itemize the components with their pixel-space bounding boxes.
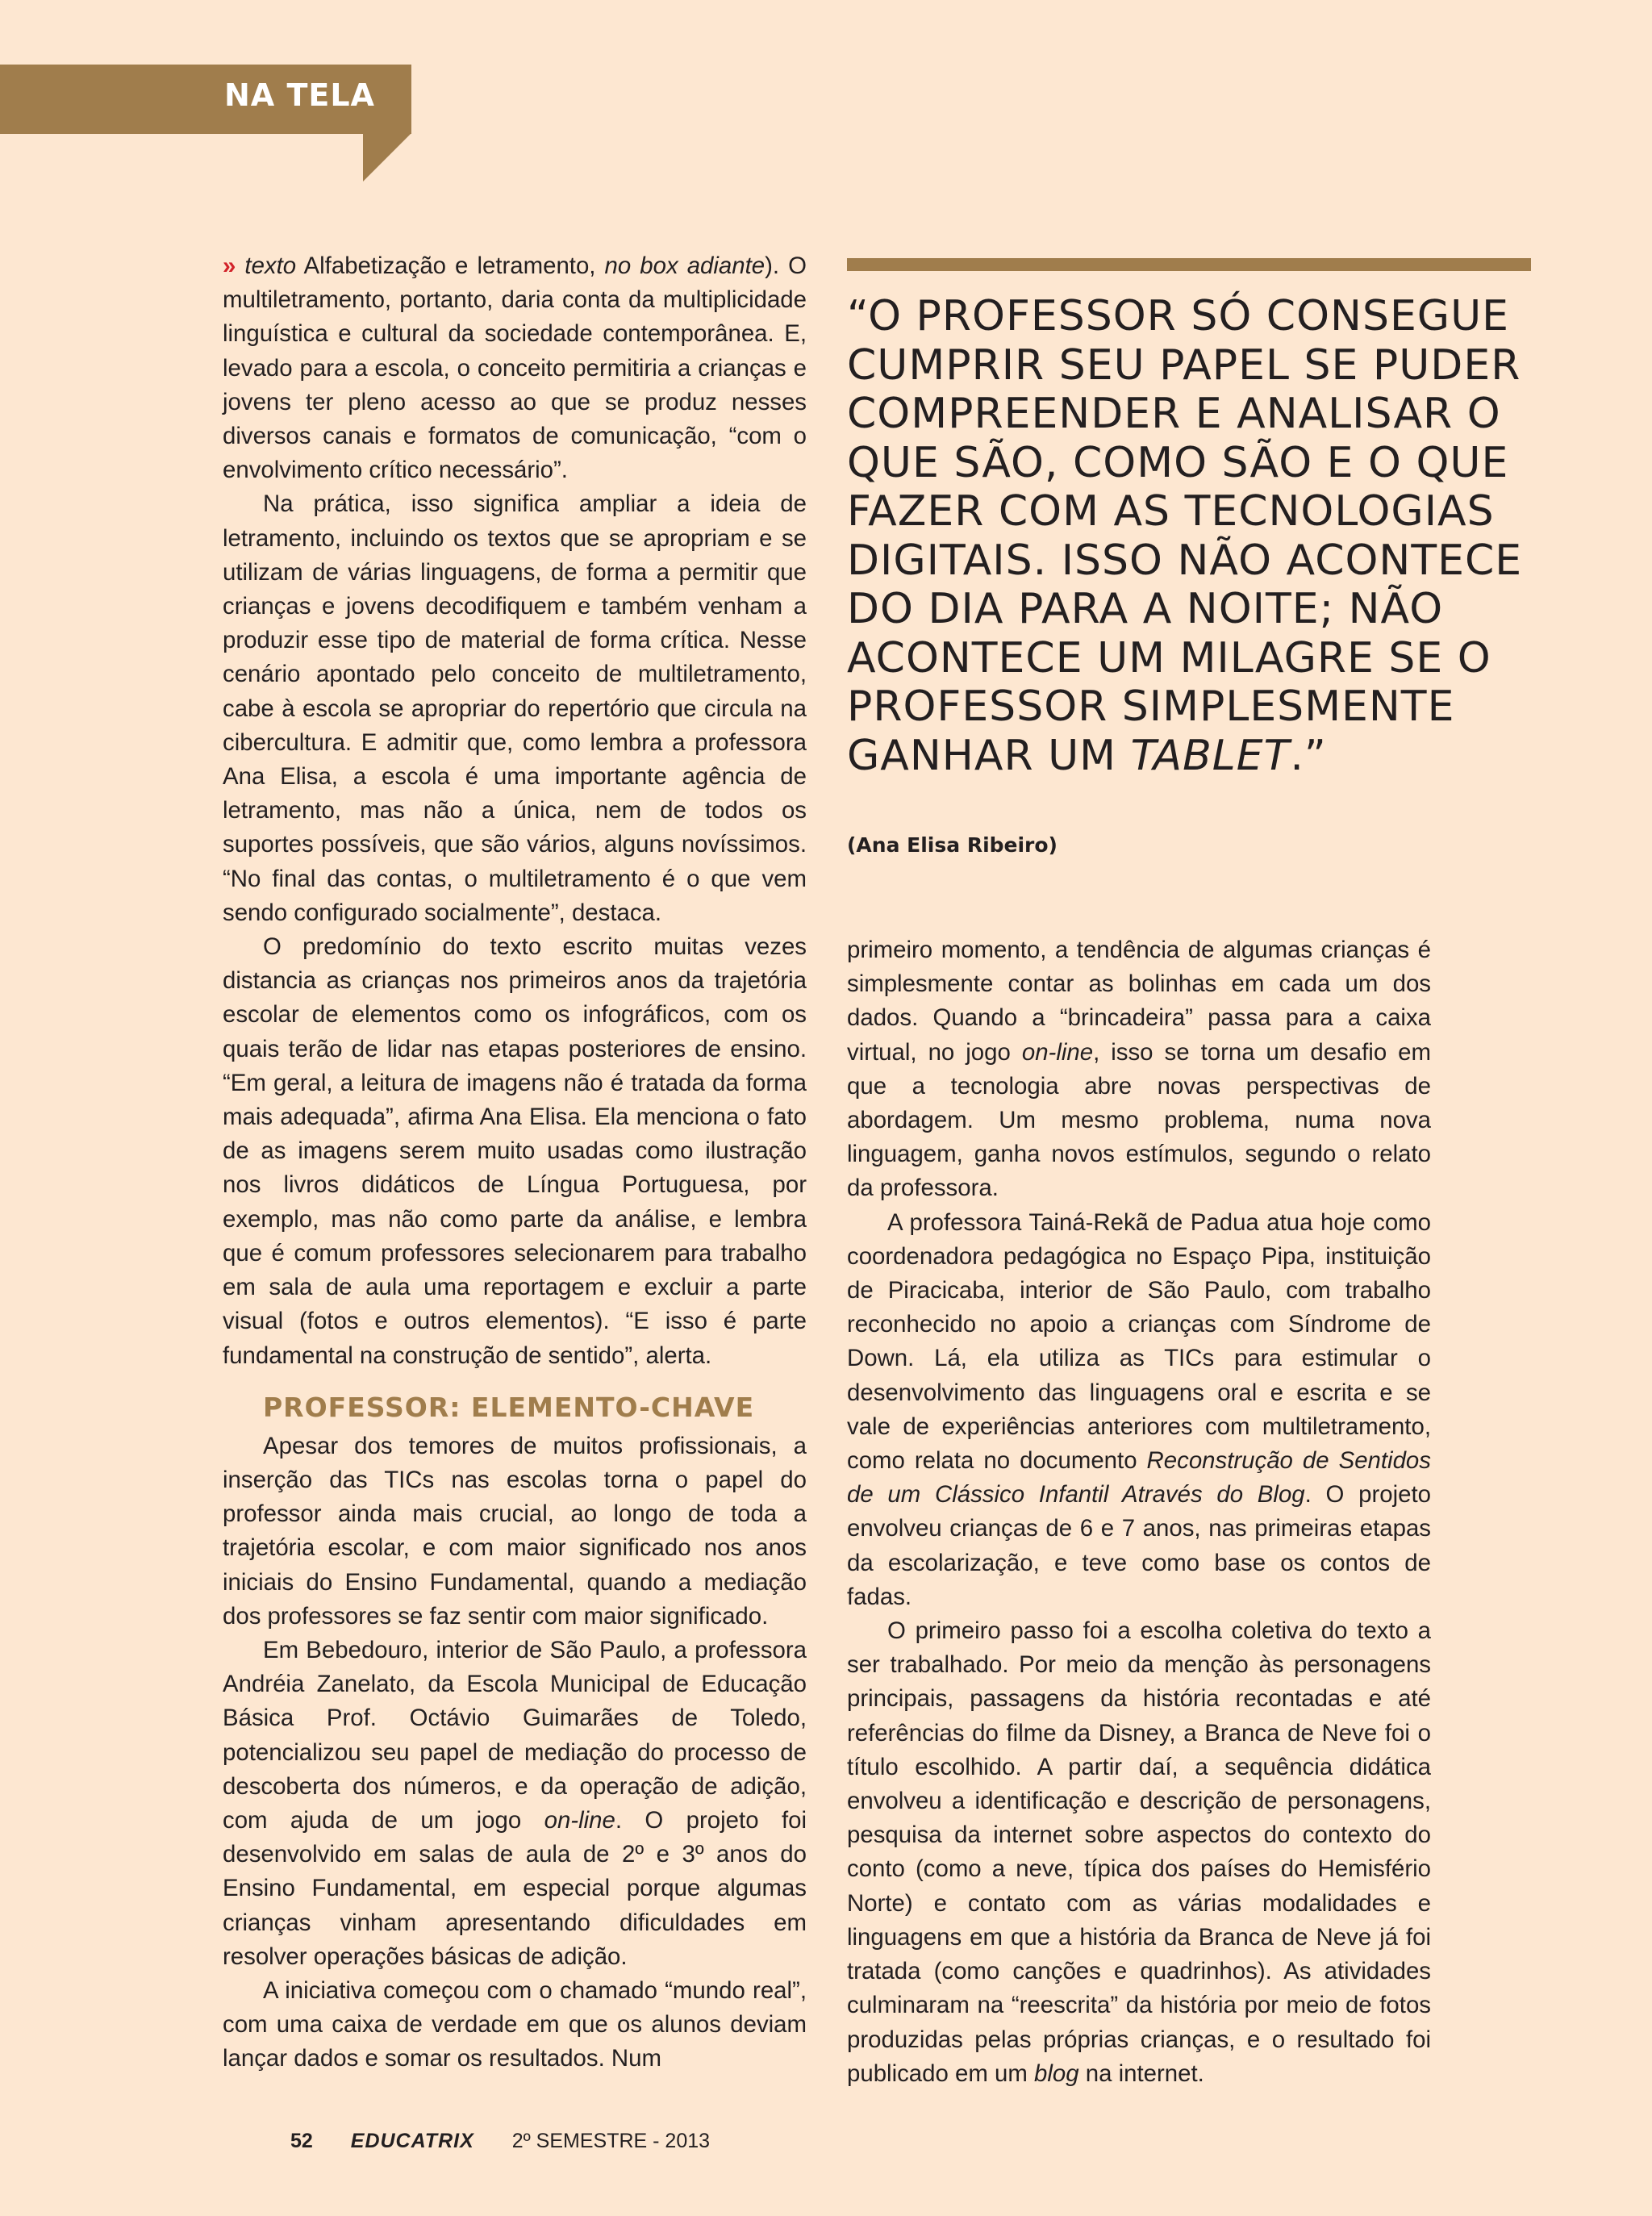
right-paragraph-1: primeiro momento, a tendência de algumas crianças é simplesmente contar as bolinhas em cada um dos dados. Quando a “brincadeira” passa para a caixa virtual, no jogo on-line, isso se torna um desafio em que a tecnologia abre novas perspectivas de abordagem. Um mesmo problema, numa nova linguagem, ganha novos estímulos, segundo o relato da professora.	[847, 937, 1431, 1202]
subheading: PROFESSOR: ELEMENTO-CHAVE	[263, 1391, 755, 1423]
left-paragraph-6: A iniciativa começou com o chamado “mundo real”, com uma caixa de verdade em que os alunos deviam lançar dados e somar os resultados. Num	[223, 1976, 807, 2072]
magazine-logo: EDUCATRIX	[350, 2130, 474, 2152]
page-number: 52	[290, 2130, 313, 2152]
quote-rule	[847, 258, 1531, 271]
right-paragraph-3: O primeiro passo foi a escolha coletiva do texto a ser trabalhado. Por meio da menção às personagens principais, passagens da história recontadas e até referências do filme da Disney, a Branca de Neve foi o título escolhido. A partir daí, a sequência didática envolveu a identificação e descrição de personagens, pesquisa da internet sobre aspectos do contexto do conto (como a neve, típica dos países do Hemisfério Norte) e contato com as várias modalidades e linguagens em que a história da Branca de Neve já foi tratada (como canções e quadrinhos). As atividades culminaram na “reescrita” da história por meio de fotos produzidas pelas próprias crianças, e o resultado foi publicado em um blog na internet.	[847, 1617, 1431, 2087]
pull-quote: “O PROFESSOR SÓ CONSEGUE CUMPRIR SEU PAPEL SE PUDER COMPREENDER E ANALISAR O QUE SÃO, COMO SÃO E O QUE FAZER COM AS TECNOLOGIAS DIGITAIS. ISSO NÃO ACONTECE DO DIA PARA A NOITE; NÃO ACONTECE UM MILAGRE SE O PROFESSOR SIMPLESMENTE GANHAR UM TABLET.”	[847, 292, 1523, 780]
section-tab-notch	[363, 133, 411, 182]
issue-label: 2º SEMESTRE - 2013	[511, 2130, 711, 2152]
arrow-icon: »	[223, 252, 236, 279]
left-paragraph-1: » texto Alfabetização e letramento, no box adiante). O multiletramento, portanto, daria conta da multiplicidade linguística e cultural da sociedade contemporânea. E, levado para a escola, o conceito permitiria a crianças e jovens ter pleno acesso ao que se produz nesses diversos canais e formatos de comunicação, “com o envolvimento crítico necessário”.	[223, 252, 807, 484]
left-paragraph-4: Apesar dos temores de muitos profissionais, a inserção das TICs nas escolas torna o papel do professor ainda mais crucial, ao longo de toda a trajetória escolar, e com maior significado nos anos iniciais do Ensino Fundamental, quando a mediação dos professores se faz sentir com maior significado.	[223, 1432, 807, 1630]
right-paragraph-2: A professora Tainá-Rekã de Padua atua hoje como coordenadora pedagógica no Espaço Pipa, instituição de Piracicaba, interior de São Paulo, com trabalho reconhecido no apoio a crianças com Síndrome de Down. Lá, ela utiliza as TICs para estimular o desenvolvimento das linguagens oral e escrita e se vale de experiências anteriores com multiletramento, como relata no documento Reconstrução de Sentidos de um Clássico Infantil Através do Blog. O projeto envolveu crianças de 6 e 7 anos, nas primeiras etapas da escolarização, e teve como base os contos de fadas.	[847, 1208, 1431, 1610]
quote-author: (Ana Elisa Ribeiro)	[847, 833, 1058, 857]
left-paragraph-3: O predomínio do texto escrito muitas vezes distancia as crianças nos primeiros anos da trajetória escolar de elementos como os infográficos, com os quais terão de lidar nas etapas posteriores de ensino. “Em geral, a leitura de imagens não é tratada da forma mais adequada”, afirma Ana Elisa. Ela menciona o fato de as imagens serem muito usadas como ilustração nos livros didáticos de Língua Portuguesa, por exemplo, mas não como parte da análise, e lembra que é comum professores selecionarem para trabalho em sala de aula uma reportagem e excluir a parte visual (fotos e outros elementos). “E isso é parte fundamental na construção de sentido”, alerta.	[223, 933, 807, 1369]
left-paragraph-5: Em Bebedouro, interior de São Paulo, a professora Andréia Zanelato, da Escola Municipal de Educação Básica Prof. Octávio Guimarães de Toledo, potencializou seu papel de mediação do processo de descoberta dos números, e da operação de adição, com ajuda de um jogo on-line. O projeto foi desenvolvido em salas de aula de 2º e 3º anos do Ensino Fundamental, em especial porque algumas crianças vinham apresentando dificuldades em resolver operações básicas de adição.	[223, 1636, 807, 1970]
page-footer	[290, 2130, 710, 2153]
section-label: NA TELA	[224, 77, 375, 113]
left-paragraph-2: Na prática, isso significa ampliar a ideia de letramento, incluindo os textos que se apropriam e se utilizam de várias linguagens, de forma a permitir que crianças e jovens decodifiquem e também venham a produzir esse tipo de material de forma crítica. Nesse cenário apontado pelo conceito de multiletramento, cabe à escola se apropriar do repertório que circula na cibercultura. E admitir que, como lembra a professora Ana Elisa, a escola é uma importante agência de letramento, mas não a única, nem de todos os suportes possíveis, que são vários, alguns novíssimos. “No final das contas, o multiletramento é o que vem sendo configurado socialmente”, destaca.	[223, 490, 807, 926]
left-column	[223, 249, 807, 2076]
right-column	[847, 933, 1431, 2091]
